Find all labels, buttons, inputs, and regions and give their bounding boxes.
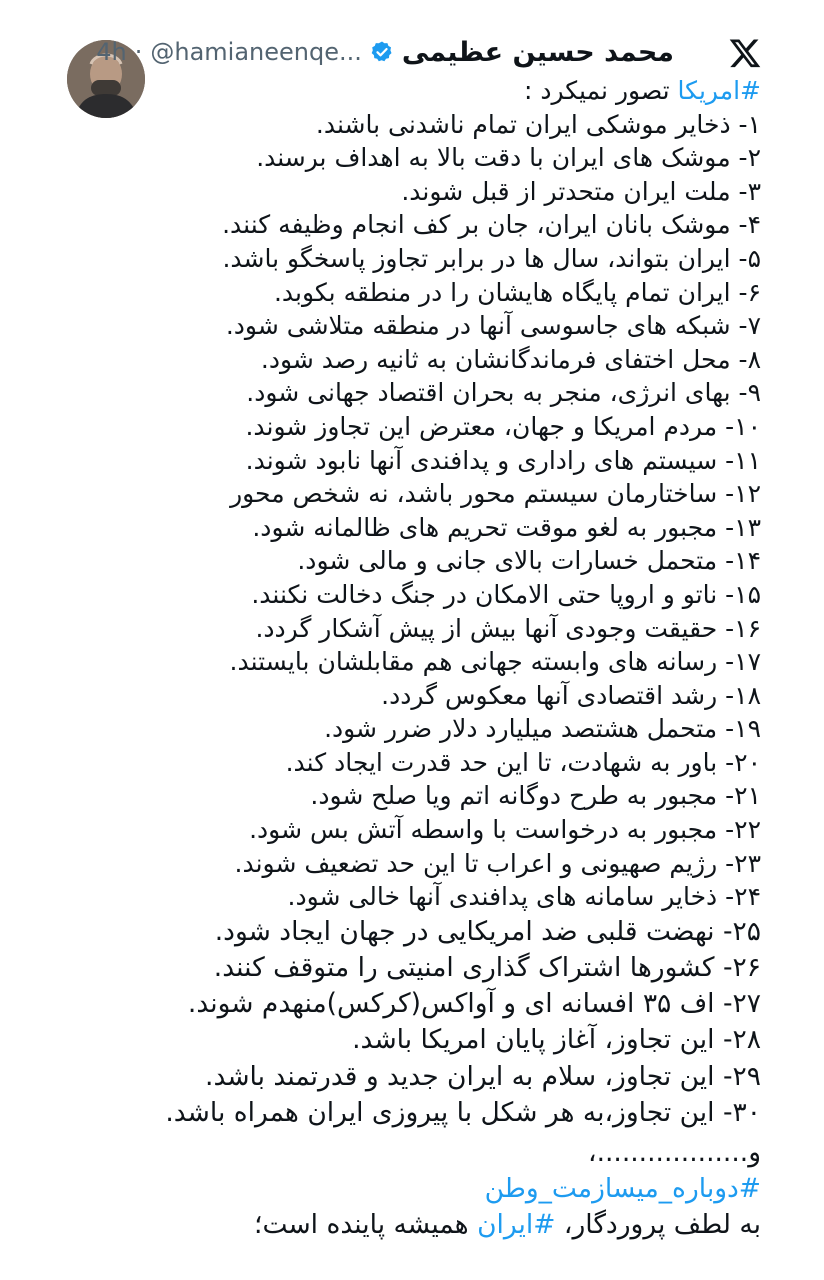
closing-suffix: همیشه پاینده است؛ xyxy=(254,1209,478,1241)
list-item: ۳- ملت ایران متحدتر از قبل شوند. xyxy=(401,176,761,206)
list-item: ۱۶- حقیقت وجودی آنها بیش از پیش آشکار گردد. xyxy=(255,613,761,643)
timestamp[interactable]: 4h xyxy=(96,38,127,66)
closing-prefix: به لطف پروردگار، xyxy=(555,1209,761,1241)
list-item: ۱- ذخایر موشکی ایران تمام ناشدنی باشند. xyxy=(315,109,761,139)
list-item: ۲۷- اف ۳۵ افسانه ای و آواکس(کرکس)منهدم شوند. xyxy=(187,988,761,1020)
list-item: ۱۴- متحمل خسارات بالای جانی و مالی شود. xyxy=(297,546,761,576)
list-item: ۷- شبکه های جاسوسی آنها در منطقه متلاشی شود. xyxy=(225,311,761,341)
list-item: ۱۸- رشد اقتصادی آنها معکوس گردد. xyxy=(381,680,761,710)
closing-line xyxy=(61,1207,761,1243)
ellipsis-line: و..................، xyxy=(588,1136,761,1168)
list-item: ۲۹- این تجاوز، سلام به ایران جدید و قدرتمند باشد. xyxy=(205,1060,761,1092)
list-item: ۳۰- این تجاوز،به هر شکل با پیروزی ایران همراه باشد. xyxy=(165,1096,761,1128)
intro-text: تصور نمیکرد : xyxy=(523,76,678,105)
list-item: ۲۶- کشورها اشتراک گذاری امنیتی را متوقف کنند. xyxy=(213,952,761,984)
list-item: ۸- محل اختفای فرماندگانشان به ثانیه رصد شود. xyxy=(260,344,761,374)
list-item: ۱۵- ناتو و اروپا حتی الامکان در جنگ دخالت نکنند. xyxy=(251,579,761,609)
list-item: ۱۰- مردم امریکا و جهان، معترض این تجاوز شوند. xyxy=(245,411,761,441)
list-item: ۲۴- ذخایر سامانه های پدافندی آنها خالی شود. xyxy=(287,882,761,912)
hashtag-line xyxy=(61,1171,761,1207)
list-item: ۲۵- نهضت قلبی ضد امریکایی در جهان ایجاد شود. xyxy=(214,915,761,947)
list-item: ۱۱- سیستم های راداری و پدافندی آنها نابود شوند. xyxy=(245,445,761,475)
author-handle[interactable]: @hamianeenqe... xyxy=(150,38,362,66)
list-item: ۲- موشک های ایران با دقت بالا به اهداف برسند. xyxy=(256,143,761,173)
list-item: ۱۳- مجبور به لغو موقت تحریم های ظالمانه شود. xyxy=(252,512,761,542)
list-item: ۴- موشک بانان ایران، جان بر کف انجام وظیفه کنند. xyxy=(222,210,761,240)
author-display-name[interactable]: محمد حسین عظیمی xyxy=(401,36,674,68)
hashtag-link[interactable]: #ایران xyxy=(477,1209,556,1241)
intro-line xyxy=(61,74,761,108)
list-item: ۲۰- باور به شهادت، تا این حد قدرت ایجاد کند. xyxy=(285,747,761,777)
hashtag-link[interactable]: #امریکا xyxy=(677,76,761,105)
list-item: ۲۲- مجبور به درخواست با واسطه آتش بس شود. xyxy=(249,815,761,845)
list-item: ۱۹- متحمل هشتصد میلیارد دلار ضرر شود. xyxy=(324,714,761,744)
tweet-header xyxy=(96,30,674,74)
list-item: ۱۲- ساختارمان سیستم محور باشد، نه شخص محور xyxy=(230,479,761,509)
list-item: ۵- ایران بتواند، سال ها در برابر تجاوز پاسخگو باشد. xyxy=(222,243,761,273)
list-item: ۶- ایران تمام پایگاه هایشان را در منطقه بکوبد. xyxy=(273,277,761,307)
verified-badge-icon xyxy=(370,40,394,64)
separator-dot: · xyxy=(134,38,143,66)
list-item: ۲۳- رژیم صهیونی و اعراب تا این حد تضعیف شوند. xyxy=(234,848,761,878)
list-item: ۹- بهای انرژی، منجر به بحران اقتصاد جهانی شود. xyxy=(246,378,761,408)
list-item: ۱۷- رسانه های وابسته جهانی هم مقابلشان بایستند. xyxy=(229,647,761,677)
list-item: ۲۸- این تجاوز، آغاز پایان امریکا باشد. xyxy=(352,1024,761,1056)
list-item: ۲۱- مجبور به طرح دوگانه اتم ویا صلح شود. xyxy=(310,781,761,811)
tweet-body xyxy=(61,74,761,1244)
hashtag-link[interactable]: #دوباره_میسازمت_وطن xyxy=(484,1173,761,1205)
x-logo-icon[interactable] xyxy=(728,36,762,70)
